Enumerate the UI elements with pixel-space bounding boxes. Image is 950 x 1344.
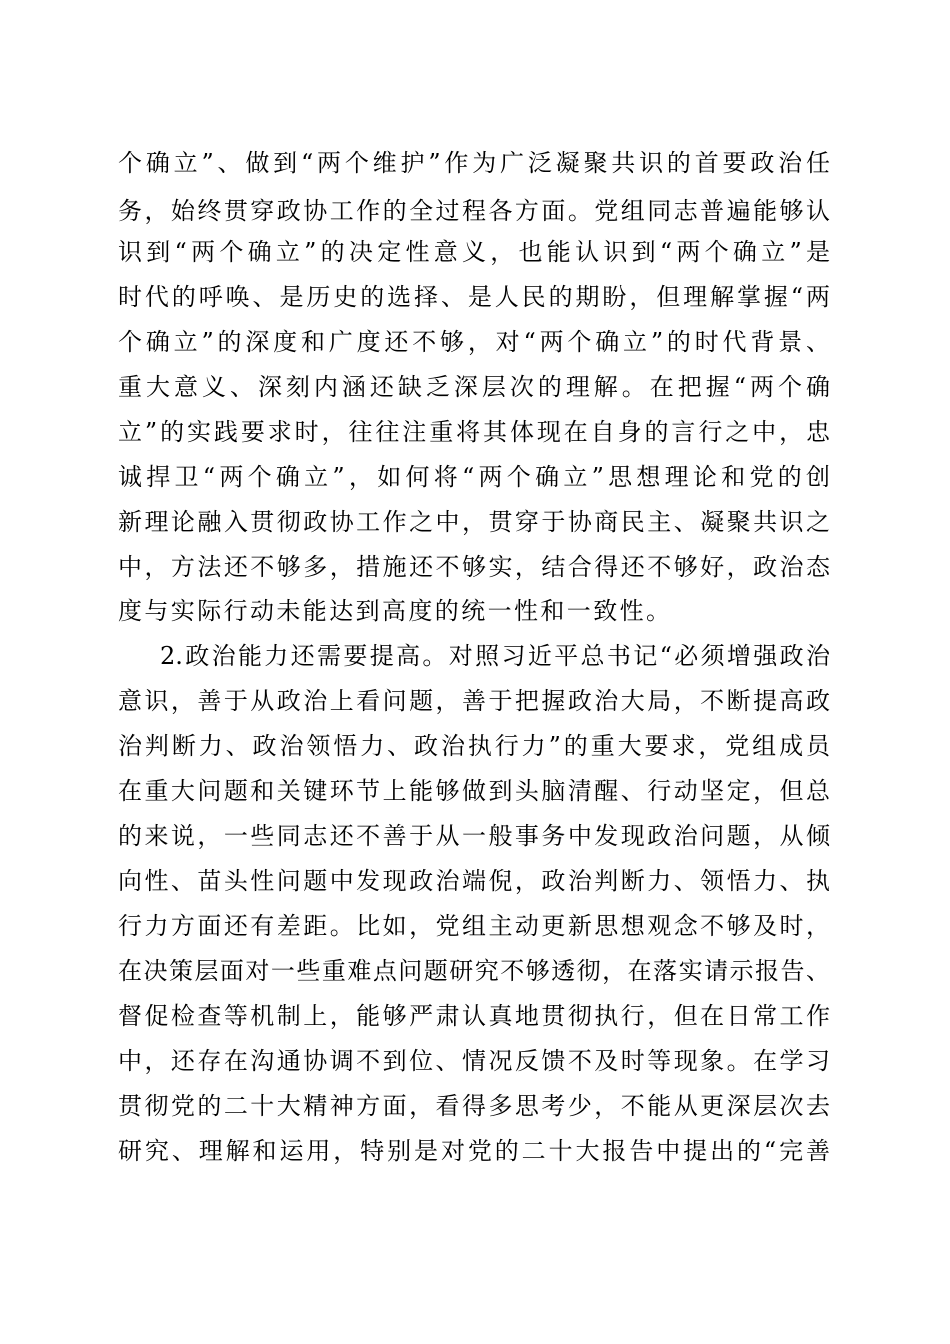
text-line: 督促检查等机制上，能够严肃认真地贯彻执行，但在日常工作 bbox=[118, 1002, 830, 1030]
text-line: 重大意义、深刻内涵还缺乏深层次的理解。在把握“两个确 bbox=[118, 373, 830, 401]
text-line: 立”的实践要求时，往往注重将其体现在自身的言行之中，忠 bbox=[118, 418, 830, 446]
text-line: 在决策层面对一些重难点问题研究不够透彻，在落实请示报告、 bbox=[118, 957, 830, 985]
text-line: 务，始终贯穿政协工作的全过程各方面。党组同志普遍能够认 bbox=[118, 197, 830, 225]
text-line: 向性、苗头性问题中发现政治端倪，政治判断力、领悟力、执 bbox=[118, 867, 830, 895]
text-line: 度与实际行动未能达到高度的统一性和一致性。 bbox=[118, 597, 673, 625]
text-line: 贯彻党的二十大精神方面，看得多思考少，不能从更深层次去 bbox=[118, 1092, 830, 1120]
section-heading-line: 2.政治能力还需要提高。对照习近平总书记“必须增强政治 bbox=[160, 642, 830, 670]
text-line: 行力方面还有差距。比如，党组主动更新思想观念不够及时， bbox=[118, 912, 830, 940]
text-line: 新理论融入贯彻政协工作之中，贯穿于协商民主、凝聚共识之 bbox=[118, 508, 830, 536]
text-line: 个确立”、做到“两个维护”作为广泛凝聚共识的首要政治任 bbox=[118, 149, 830, 177]
text-line: 诚捍卫“两个确立”，如何将“两个确立”思想理论和党的创 bbox=[118, 463, 830, 491]
text-line: 治判断力、政治领悟力、政治执行力”的重大要求，党组成员 bbox=[118, 732, 830, 760]
text-line: 识到“两个确立”的决定性意义，也能认识到“两个确立”是 bbox=[118, 238, 830, 266]
text-line: 研究、理解和运用，特别是对党的二十大报告中提出的“完善 bbox=[118, 1137, 830, 1165]
text-line: 个确立”的深度和广度还不够，对“两个确立”的时代背景、 bbox=[118, 328, 830, 356]
text-line: 中，方法还不够多，措施还不够实，结合得还不够好，政治态 bbox=[118, 553, 830, 581]
text-line: 意识，善于从政治上看问题，善于把握政治大局，不断提高政 bbox=[118, 687, 830, 715]
text-line: 在重大问题和关键环节上能够做到头脑清醒、行动坚定，但总 bbox=[118, 777, 830, 805]
text-line: 时代的呼唤、是历史的选择、是人民的期盼，但理解掌握“两 bbox=[118, 283, 830, 311]
text-line: 中，还存在沟通协调不到位、情况反馈不及时等现象。在学习 bbox=[118, 1047, 830, 1075]
text-line: 的来说，一些同志还不善于从一般事务中发现政治问题，从倾 bbox=[118, 822, 830, 850]
